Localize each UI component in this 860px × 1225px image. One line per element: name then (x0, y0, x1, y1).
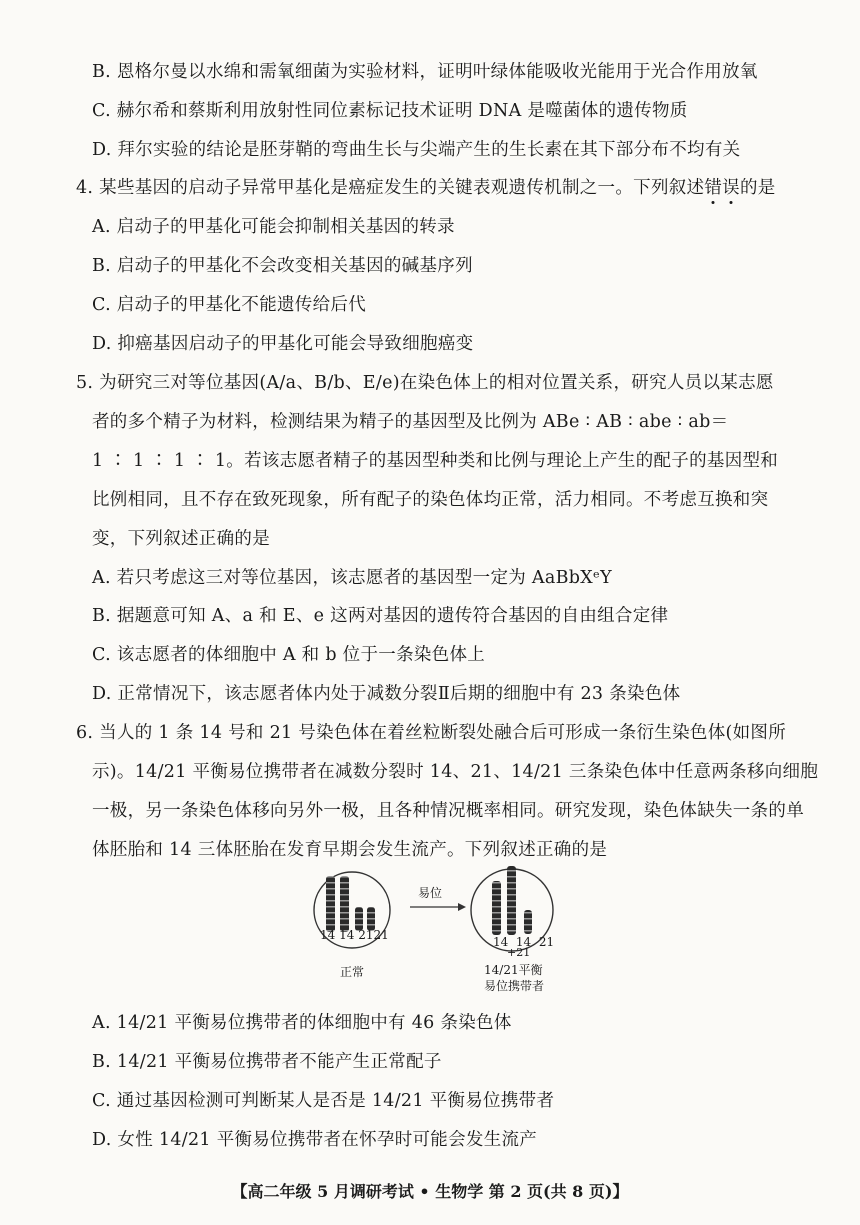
chromosome-14 (340, 876, 349, 932)
q4-emphasis-text: 错误 (704, 178, 740, 198)
q4-stem-emphasis (704, 178, 740, 198)
chrom-label: 21 (538, 935, 555, 949)
q6-option-d: D. 女性 14/21 平衡易位携带者在怀孕时可能会发生流产 (92, 1130, 538, 1150)
q6-option-b: B. 14/21 平衡易位携带者不能产生正常配子 (92, 1052, 442, 1072)
q6-stem-line: 6. 当人的 1 条 14 号和 21 号染色体在着丝粒断裂处融合后可形成一条衍生染色体(如图所 (76, 723, 787, 743)
q5-stem-line: 1 ∶ 1 ∶ 1 ∶ 1。若该志愿者精子的基因型种类和比例与理论上产生的配子的基因型和 (92, 451, 779, 471)
q5-option-d: D. 正常情况下，该志愿者体内处于减数分裂Ⅱ后期的细胞中有 23 条染色体 (92, 684, 681, 704)
chromosome-14 (492, 881, 501, 935)
carrier-chromosomes (492, 866, 532, 935)
chromosome-14-21-fused (507, 866, 516, 935)
q4-option-c: C. 启动子的甲基化不能遗传给后代 (92, 295, 366, 315)
q5-option-c: C. 该志愿者的体细胞中 A 和 b 位于一条染色体上 (92, 645, 486, 665)
normal-chromosomes (326, 876, 375, 932)
q5-stem-line: 比例相同，且不存在致死现象，所有配子的染色体均正常，活力相同。不考虑互换和突 (92, 490, 769, 510)
chrom-label: 14 (493, 935, 509, 949)
q5-option-a: A. 若只考虑这三对等位基因，该志愿者的基因型一定为 AaBbXᵉY (92, 568, 612, 588)
arrow-head-icon (458, 903, 466, 911)
q4-stem-tail: 的是 (739, 178, 776, 198)
q6-option-a: A. 14/21 平衡易位携带者的体细胞中有 46 条染色体 (92, 1013, 512, 1033)
chrom-label: 14 (515, 935, 532, 949)
q3-option-c: C. 赫尔希和蔡斯利用放射性同位素标记技术证明 DNA 是噬菌体的遗传物质 (92, 101, 688, 121)
chrom-label: 14 (339, 928, 355, 942)
q5-stem-line: 变，下列叙述正确的是 (92, 529, 270, 549)
q4-stem (76, 176, 776, 200)
q5-option-b: B. 据题意可知 A、a 和 E、e 这两对基因的遗传符合基因的自由组合定律 (92, 606, 669, 626)
q5-stem-line: 5. 为研究三对等位基因(A/a、B/b、E/e)在染色体上的相对位置关系，研究人员以某志愿 (76, 373, 774, 393)
chromosome-translocation-figure (300, 855, 580, 995)
emphasis-dot (712, 201, 715, 204)
chrom-label: 14 (320, 928, 336, 942)
q6-stem-line: 示)。14/21 平衡易位携带者在减数分裂时 14、21、14/21 三条染色体中任意两条移向细胞 (92, 762, 819, 782)
chrom-label: 21 (373, 928, 389, 942)
q3-option-b: B. 恩格尔曼以水绵和需氧细菌为实验材料，证明叶绿体能吸收光能用于光合作用放氧 (92, 62, 758, 82)
chrom-label: 21 (358, 928, 374, 942)
emphasis-dot (730, 201, 733, 204)
q4-option-a: A. 启动子的甲基化可能会抑制相关基因的转录 (92, 217, 455, 237)
chromosome-21 (524, 910, 532, 934)
normal-caption: 正常 (340, 965, 365, 979)
q6-option-c: C. 通过基因检测可判断某人是否是 14/21 平衡易位携带者 (92, 1091, 555, 1111)
page-footer: 【高二年级 5 月调研考试 • 生物学 第 2 页(共 8 页)】 (231, 1182, 629, 1201)
carrier-caption-line2: 易位携带者 (484, 979, 545, 993)
arrow-label: 易位 (418, 886, 443, 900)
q3-option-d: D. 拜尔实验的结论是胚芽鞘的弯曲生长与尖端产生的生长素在其下部分布不均有关 (92, 140, 741, 160)
normal-chromosome-labels (320, 928, 389, 942)
q4-option-d: D. 抑癌基因启动子的甲基化可能会导致细胞癌变 (92, 334, 474, 354)
q6-stem-line: 一极，另一条染色体移向另外一极，且各种情况概率相同。研究发现，染色体缺失一条的单 (92, 801, 804, 821)
q4-stem-text: 4. 某些基因的启动子异常甲基化是癌症发生的关键表观遗传机制之一。下列叙述 (76, 178, 705, 198)
fused-chrom-sublabel: +21 (507, 946, 531, 959)
chromosome-14 (326, 876, 335, 932)
q6-stem-line: 体胚胎和 14 三体胚胎在发育早期会发生流产。下列叙述正确的是 (92, 840, 608, 860)
carrier-caption-line1: 14/21平衡 (484, 963, 543, 977)
q5-stem-line: 者的多个精子为材料，检测结果为精子的基因型及比例为 ABe ∶ AB ∶ abe ∶ ab＝ (92, 412, 729, 432)
q4-option-b: B. 启动子的甲基化不会改变相关基因的碱基序列 (92, 256, 473, 276)
